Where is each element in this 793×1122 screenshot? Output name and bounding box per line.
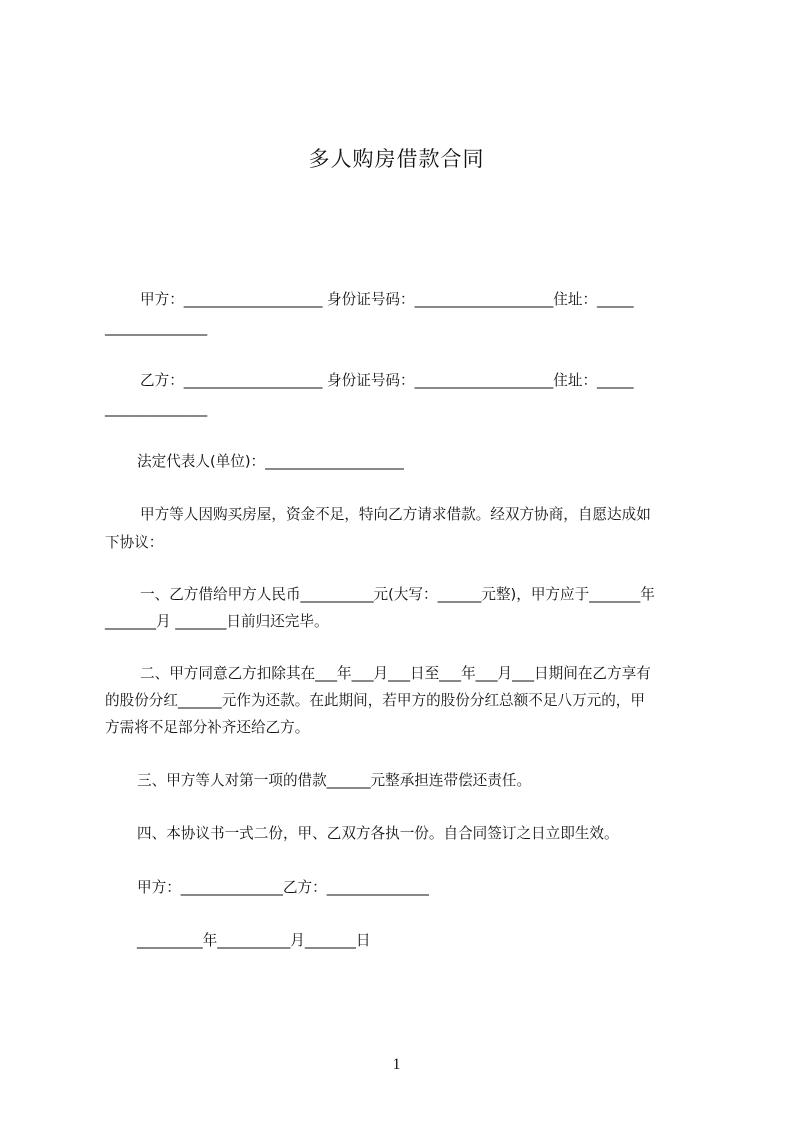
page-number: 1 [392, 1056, 401, 1073]
party-a-line-continuation: ______________ [105, 319, 208, 336]
clause-1-line-2: _______月 _______日前归还完毕。 [105, 613, 329, 630]
date-line: _________年__________月_______日 [137, 932, 371, 949]
clause-2-line-1: 二、甲方同意乙方扣除其在___年___月___日至___年___月___日期间在乙方享有 [140, 665, 651, 682]
clause-1-line-1: 一、乙方借给甲方人民币__________元(大写：______元整)，甲方应于_______年 [140, 586, 655, 603]
page-title: 多人购房借款合同 [308, 147, 485, 171]
intro-paragraph-line-2: 下协议： [105, 534, 164, 551]
clause-3: 三、甲方等人对第一项的借款______元整承担连带偿还责任。 [137, 772, 532, 789]
clause-2-line-3: 方需将不足部分补齐还给乙方。 [105, 719, 310, 736]
party-a-line: 甲方：___________________ 身份证号码：___________________住址：_____ [140, 291, 634, 308]
legal-representative-line: 法定代表人(单位)：___________________ [137, 453, 404, 470]
party-b-line: 乙方：___________________ 身份证号码：___________________住址：_____ [140, 372, 634, 389]
intro-paragraph-line-1: 甲方等人因购买房屋，资金不足，特向乙方请求借款。经双方协商，自愿达成如 [140, 506, 651, 523]
signature-line: 甲方：______________乙方：______________ [137, 879, 429, 896]
clause-2-line-2: 的股份分红______元作为还款。在此期间，若甲方的股份分红总额不足八万元的，甲 [105, 692, 645, 709]
party-b-line-continuation: ______________ [105, 400, 208, 417]
clause-4: 四、本协议书一式二份，甲、乙双方各执一份。自合同签订之日立即生效。 [137, 825, 619, 842]
